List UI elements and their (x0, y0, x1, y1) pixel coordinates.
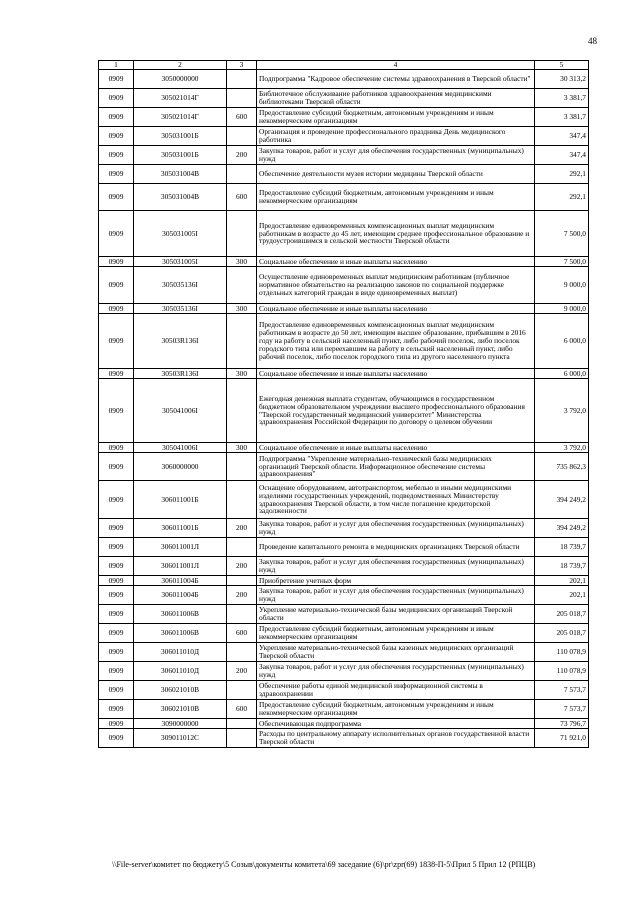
cell-name: Предоставление субсидий бюджетным, автономным учреждениям и иным некоммерческим организациям (257, 108, 535, 127)
cell-amount: 30 313,2 (535, 70, 589, 89)
table-row (99, 184, 589, 211)
file-path-footer: \\File-server\комитет по бюджету\5 Созыв\документы комитета\69 заседание (6)\pr\zpr(69) 1838-П-5\Прил 5 Прил 12 (РПЦВ) (112, 860, 536, 869)
cell-type (227, 165, 257, 184)
cell-name: Осуществление единовременных выплат медицинским работникам (публичное нормативное обязательство на реализацию законов по социальной поддержке отдельных категорий граждан в виде единовременных выплат) (257, 267, 535, 304)
cell-type (227, 314, 257, 369)
cell-section: 0909 (99, 538, 134, 557)
cell-name: Обеспечение деятельности музея истории медицины Тверской области (257, 165, 535, 184)
cell-amount: 347,4 (535, 127, 589, 146)
cell-name: Расходы по центральному аппарату исполнительных органов государственной власти Тверской области (257, 729, 535, 748)
cell-name: Социальное обеспечение и иные выплаты населению (257, 304, 535, 314)
cell-section: 0909 (99, 557, 134, 576)
cell-amount: 202,1 (535, 576, 589, 586)
cell-section: 0909 (99, 369, 134, 379)
table-row (99, 146, 589, 165)
cell-section: 0909 (99, 108, 134, 127)
cell-code: 305035136I (134, 304, 227, 314)
cell-section: 0909 (99, 314, 134, 369)
cell-code: 305031005I (134, 211, 227, 257)
cell-amount: 7 573,7 (535, 681, 589, 700)
cell-section: 0909 (99, 519, 134, 538)
cell-type: 200 (227, 586, 257, 605)
cell-type (227, 605, 257, 624)
table-row (99, 586, 589, 605)
cell-name: Проведение капитального ремонта в медицинских организациях Тверской области (257, 538, 535, 557)
cell-name: Закупка товаров, работ и услуг для обеспечения государственных (муниципальных) нужд (257, 557, 535, 576)
cell-code: 305041006I (134, 443, 227, 453)
table-row (99, 89, 589, 108)
table-row (99, 557, 589, 576)
cell-type: 200 (227, 146, 257, 165)
cell-amount: 3 792,0 (535, 379, 589, 443)
cell-amount: 205 018,7 (535, 624, 589, 643)
cell-name: Социальное обеспечение и иные выплаты населению (257, 443, 535, 453)
cell-type: 600 (227, 700, 257, 719)
header-type: 3 (227, 61, 257, 70)
cell-section: 0909 (99, 304, 134, 314)
cell-section: 0909 (99, 184, 134, 211)
cell-type: 300 (227, 304, 257, 314)
cell-amount: 394 249,2 (535, 519, 589, 538)
cell-name: Подпрограмма "Укрепление материально-технической базы медицинских организаций Тверской области. Информационное обеспечение системы здравоохранения" (257, 453, 535, 481)
cell-amount: 3 381,7 (535, 89, 589, 108)
cell-type: 200 (227, 519, 257, 538)
cell-type (227, 538, 257, 557)
cell-amount: 71 921,0 (535, 729, 589, 748)
table-row (99, 369, 589, 379)
cell-section: 0909 (99, 146, 134, 165)
cell-name: Подпрограмма "Кадровое обеспечение системы здравоохранения в Тверской области" (257, 70, 535, 89)
table-row (99, 453, 589, 481)
cell-code: 305021014Г (134, 89, 227, 108)
cell-amount: 292,1 (535, 165, 589, 184)
cell-type (227, 643, 257, 662)
cell-code: 306011006В (134, 624, 227, 643)
cell-type: 600 (227, 624, 257, 643)
header-amount: 5 (535, 61, 589, 70)
table-row (99, 304, 589, 314)
table-row (99, 257, 589, 267)
table-row (99, 314, 589, 369)
cell-section: 0909 (99, 681, 134, 700)
table-row (99, 70, 589, 89)
cell-type: 300 (227, 443, 257, 453)
table-row (99, 643, 589, 662)
cell-code: 306011010Д (134, 643, 227, 662)
cell-section: 0909 (99, 257, 134, 267)
cell-name: Социальное обеспечение и иные выплаты населению (257, 369, 535, 379)
table-row (99, 481, 589, 519)
cell-amount: 292,1 (535, 184, 589, 211)
table-row (99, 681, 589, 700)
cell-code: 305031001Б (134, 146, 227, 165)
cell-type: 600 (227, 108, 257, 127)
cell-section: 0909 (99, 379, 134, 443)
cell-name: Закупка товаров, работ и услуг для обеспечения государственных (муниципальных) нужд (257, 586, 535, 605)
table-row (99, 443, 589, 453)
cell-code: 306011001Б (134, 481, 227, 519)
cell-amount: 110 078,9 (535, 662, 589, 681)
cell-name: Закупка товаров, работ и услуг для обеспечения государственных (муниципальных) нужд (257, 662, 535, 681)
cell-section: 0909 (99, 481, 134, 519)
cell-type (227, 576, 257, 586)
cell-type (227, 89, 257, 108)
cell-amount: 9 000,0 (535, 304, 589, 314)
cell-amount: 3 792,0 (535, 443, 589, 453)
cell-code: 306011001Л (134, 538, 227, 557)
cell-name: Ежегодная денежная выплата студентам, обучающимся в государственном бюджетном образовательном учреждении высшего профессионального образования "Тверской государственный медицинский университет" Министерства здравоохранения Российской Федерации по договору о целевом обучении (257, 379, 535, 443)
cell-code: 3090000000 (134, 719, 227, 729)
cell-code: 305031004В (134, 165, 227, 184)
cell-amount: 73 796,7 (535, 719, 589, 729)
table-row (99, 729, 589, 748)
budget-table (98, 60, 589, 748)
table-row (99, 662, 589, 681)
cell-name: Библиотечное обслуживание работников здравоохранения медицинскими библиотеками Тверской области (257, 89, 535, 108)
cell-name: Оснащение оборудованием, автотранспортом, мебелью и иными медицинскими изделиями государственных учреждений, подведомственных Министерству здравоохранения Тверской области, в том числе погашение кредиторской задолженности (257, 481, 535, 519)
cell-code: 3060000000 (134, 453, 227, 481)
cell-section: 0909 (99, 127, 134, 146)
cell-code: 306011004Б (134, 586, 227, 605)
cell-type (227, 267, 257, 304)
cell-amount: 7 500,0 (535, 257, 589, 267)
cell-name: Обеспечение работы единой медицинской информационной системы в здравоохранении (257, 681, 535, 700)
cell-code: 305031001Б (134, 127, 227, 146)
header-name: 4 (257, 61, 535, 70)
cell-amount: 18 739,7 (535, 557, 589, 576)
cell-type (227, 729, 257, 748)
cell-amount: 7 500,0 (535, 211, 589, 257)
cell-code: 306021010В (134, 700, 227, 719)
cell-code: 306011004Б (134, 576, 227, 586)
cell-amount: 6 000,0 (535, 369, 589, 379)
cell-amount: 110 078,9 (535, 643, 589, 662)
cell-section: 0909 (99, 70, 134, 89)
cell-section: 0909 (99, 605, 134, 624)
header-code: 2 (134, 61, 227, 70)
cell-code: 305041006I (134, 379, 227, 443)
cell-section: 0909 (99, 624, 134, 643)
page-number: 48 (588, 36, 597, 46)
cell-section: 0909 (99, 662, 134, 681)
table-body (99, 70, 589, 748)
cell-section: 0909 (99, 89, 134, 108)
table-row (99, 211, 589, 257)
table-row (99, 108, 589, 127)
cell-section: 0909 (99, 443, 134, 453)
cell-type (227, 379, 257, 443)
cell-type: 300 (227, 369, 257, 379)
cell-code: 306021010В (134, 681, 227, 700)
cell-section: 0909 (99, 453, 134, 481)
cell-type: 200 (227, 662, 257, 681)
cell-section: 0909 (99, 700, 134, 719)
cell-amount: 18 739,7 (535, 538, 589, 557)
cell-code: 305031005I (134, 257, 227, 267)
cell-type (227, 453, 257, 481)
header-section: 1 (99, 61, 134, 70)
cell-code: 3050000000 (134, 70, 227, 89)
cell-code: 30503R136I (134, 369, 227, 379)
cell-code: 305021014Г (134, 108, 227, 127)
table-row (99, 700, 589, 719)
cell-name: Социальное обеспечение и иные выплаты населению (257, 257, 535, 267)
cell-name: Укрепление материально-технической базы казенных медицинских организаций Тверской области (257, 643, 535, 662)
cell-type (227, 127, 257, 146)
cell-type: 200 (227, 557, 257, 576)
cell-code: 306011001Б (134, 519, 227, 538)
cell-code: 306011001Л (134, 557, 227, 576)
cell-amount: 347,4 (535, 146, 589, 165)
cell-code: 30503R136I (134, 314, 227, 369)
table-row (99, 538, 589, 557)
cell-amount: 7 573,7 (535, 700, 589, 719)
cell-type: 600 (227, 184, 257, 211)
cell-type: 300 (227, 257, 257, 267)
cell-section: 0909 (99, 729, 134, 748)
cell-type (227, 211, 257, 257)
cell-name: Обеспечивающая подпрограмма (257, 719, 535, 729)
table-row (99, 519, 589, 538)
cell-name: Организация и проведение профессионального праздника День медицинского работника (257, 127, 535, 146)
cell-type (227, 719, 257, 729)
cell-code: 305031004В (134, 184, 227, 211)
cell-code: 306011010Д (134, 662, 227, 681)
table-header-row (99, 61, 589, 70)
cell-section: 0909 (99, 576, 134, 586)
cell-name: Закупка товаров, работ и услуг для обеспечения государственных (муниципальных) нужд (257, 519, 535, 538)
cell-section: 0909 (99, 165, 134, 184)
cell-type (227, 481, 257, 519)
cell-section: 0909 (99, 643, 134, 662)
cell-code: 305035136I (134, 267, 227, 304)
cell-amount: 3 381,7 (535, 108, 589, 127)
cell-name: Предоставление субсидий бюджетным, автономным учреждениям и иным некоммерческим организациям (257, 184, 535, 211)
cell-amount: 6 000,0 (535, 314, 589, 369)
cell-type (227, 681, 257, 700)
cell-section: 0909 (99, 586, 134, 605)
table-row (99, 165, 589, 184)
table-row (99, 379, 589, 443)
table-row (99, 267, 589, 304)
table-row (99, 127, 589, 146)
cell-code: 306011006В (134, 605, 227, 624)
cell-section: 0909 (99, 267, 134, 304)
cell-name: Укрепление материально-технической базы медицинских организаций Тверской области (257, 605, 535, 624)
cell-amount: 202,1 (535, 586, 589, 605)
cell-name: Предоставление субсидий бюджетным, автономным учреждениям и иным некоммерческим организациям (257, 624, 535, 643)
table-row (99, 624, 589, 643)
cell-section: 0909 (99, 719, 134, 729)
cell-section: 0909 (99, 211, 134, 257)
cell-name: Предоставление единовременных компенсационных выплат медицинским работникам в возрасте до 50 лет, имеющим высшее образование, прибывшим в 2016 году на работу в сельский населенный пункт, либо рабочий поселок, либо поселок городского типа или переехавшим на работу в сельский населенный пункт, либо рабочий поселок, либо поселок городского типа из другого населенного пункта (257, 314, 535, 369)
table-row (99, 719, 589, 729)
cell-name: Предоставление единовременных компенсационных выплат медицинским работникам в возрасте до 45 лет, имеющим среднее профессиональное образование и трудоустроившимся в сельской местности Тверской области (257, 211, 535, 257)
cell-amount: 9 000,0 (535, 267, 589, 304)
cell-name: Закупка товаров, работ и услуг для обеспечения государственных (муниципальных) нужд (257, 146, 535, 165)
cell-name: Предоставление субсидий бюджетным, автономным учреждениям и иным некоммерческим организациям (257, 700, 535, 719)
cell-name: Приобретение учетных форм (257, 576, 535, 586)
cell-code: 309011012С (134, 729, 227, 748)
cell-amount: 735 862,3 (535, 453, 589, 481)
table-row (99, 605, 589, 624)
cell-amount: 394 249,2 (535, 481, 589, 519)
table-row (99, 576, 589, 586)
cell-amount: 205 018,7 (535, 605, 589, 624)
cell-type (227, 70, 257, 89)
